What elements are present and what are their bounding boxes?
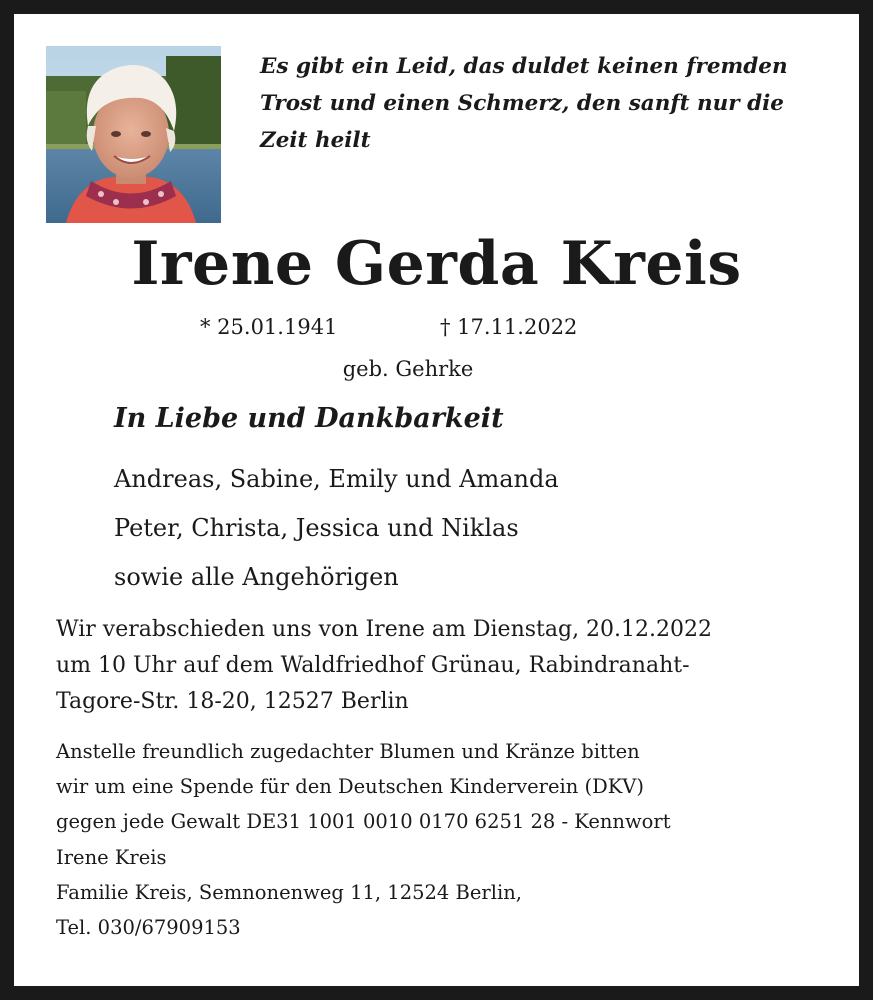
donation-line: wir um eine Spende für den Deutschen Kinderverein (DKV) <box>56 775 644 799</box>
ceremony-line: Wir verabschieden uns von Irene am Dienstag, 20.12.2022 <box>56 617 713 642</box>
donation-line: Anstelle freundlich zugedachter Blumen und Kränze bitten <box>56 740 640 763</box>
maiden-name: geb. Gehrke <box>342 357 474 381</box>
motto-line: Zeit heilt <box>260 128 371 153</box>
family-line: sowie alle Angehörigen <box>114 563 399 591</box>
contact-address: Familie Kreis, Semnonenweg 11, 12524 Berlin, <box>56 880 522 904</box>
deceased-name: Irene Gerda Kreis <box>131 229 742 299</box>
thanks-heading: In Liebe und Dankbarkeit <box>114 403 504 434</box>
donation-info <box>56 734 816 945</box>
birth-date: * 25.01.1941 <box>200 315 338 339</box>
motto-line: Es gibt ein Leid, das duldet keinen fremden <box>260 54 788 79</box>
ceremony-info <box>56 612 816 720</box>
donation-line: gegen jede Gewalt DE31 1001 0010 0170 6251 28 - Kennwort <box>56 810 671 834</box>
death-date: † 17.11.2022 <box>440 315 578 339</box>
family-line: Peter, Christa, Jessica und Niklas <box>114 514 519 542</box>
portrait-illustration <box>46 46 221 223</box>
contact-phone: Tel. 030/67909153 <box>56 916 241 940</box>
ceremony-line: um 10 Uhr auf dem Waldfriedhof Grünau, Rabindranaht- <box>56 653 690 678</box>
family-line: Andreas, Sabine, Emily und Amanda <box>114 465 559 493</box>
portrait-photo <box>46 46 221 223</box>
donation-line: Irene Kreis <box>56 845 167 869</box>
motto-quote <box>260 48 820 159</box>
motto-line: Trost und einen Schmerz, den sanft nur die <box>260 91 784 116</box>
family-list <box>114 455 559 602</box>
ceremony-line: Tagore-Str. 18-20, 12527 Berlin <box>56 689 409 714</box>
